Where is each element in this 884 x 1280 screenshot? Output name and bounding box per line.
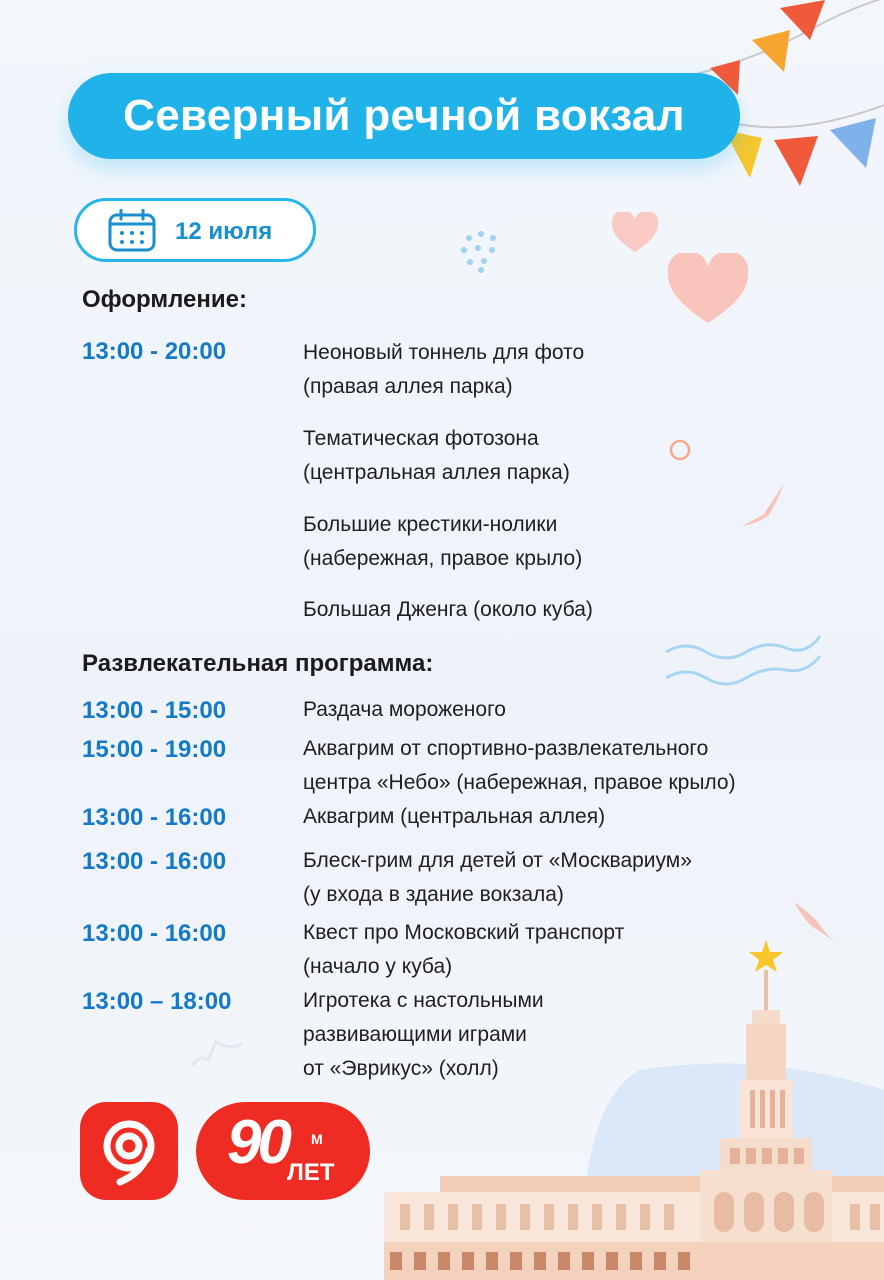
date-badge	[74, 198, 316, 262]
item-line: Игротека с настольными	[303, 989, 544, 1012]
list-item	[303, 336, 584, 404]
item-title: Тематическая фотозона	[303, 427, 539, 450]
program-time: 13:00 - 16:00	[82, 848, 227, 875]
item-line: (у входа в здание вокзала)	[303, 883, 564, 906]
date-label: 12 июля	[175, 218, 273, 245]
calendar-icon	[107, 209, 157, 253]
dots-pattern-decoration	[458, 228, 504, 274]
list-item	[303, 732, 736, 800]
list-item	[303, 593, 593, 627]
title-banner	[68, 73, 740, 159]
decoration-section-title: Оформление:	[82, 286, 247, 313]
decoration-time: 13:00 - 20:00	[82, 338, 227, 365]
list-item	[303, 916, 624, 984]
moscow-transport-logo	[80, 1102, 178, 1200]
page-title: Северный речной вокзал	[123, 91, 685, 140]
item-line: центра «Небо» (набережная, правое крыло)	[303, 771, 736, 794]
anniversary-mark	[213, 1108, 353, 1191]
list-item	[303, 693, 506, 727]
item-line: Квест про Московский транспорт	[303, 921, 625, 944]
item-title: Неоновый тоннель для фото	[303, 341, 585, 364]
item-line: развивающими играми	[303, 1023, 527, 1046]
item-line: от «Эврикус» (холл)	[303, 1057, 499, 1080]
list-item	[303, 984, 544, 1086]
item-line: Аквагрим (центральная аллея)	[303, 805, 606, 828]
item-line: Блеск-грим для детей от «Москвариум»	[303, 849, 692, 872]
program-time: 15:00 - 19:00	[82, 736, 227, 763]
metro-90-years-logo	[196, 1102, 370, 1200]
item-title: Большие крестики-нолики	[303, 513, 558, 536]
seagull-icon	[738, 480, 788, 530]
item-location: (центральная аллея парка)	[303, 461, 570, 484]
item-line: Аквагрим от спортивно-развлекательного	[303, 737, 709, 760]
heart-small-icon	[612, 212, 658, 254]
anniversary-number: 90	[227, 1108, 288, 1177]
item-location: (правая аллея парка)	[303, 375, 513, 398]
item-line: Раздача мороженого	[303, 698, 506, 721]
ring-decoration	[668, 438, 692, 462]
list-item	[303, 800, 605, 834]
program-time: 13:00 - 16:00	[82, 920, 227, 947]
list-item	[303, 844, 692, 912]
item-location: (набережная, правое крыло)	[303, 547, 583, 570]
item-title: Большая Дженга (около куба)	[303, 598, 593, 621]
program-time: 13:00 – 18:00	[82, 988, 232, 1015]
item-line: (начало у куба)	[303, 955, 453, 978]
heart-large-icon	[668, 253, 748, 327]
list-item	[303, 422, 570, 490]
program-section-title: Развлекательная программа:	[82, 650, 434, 677]
program-time: 13:00 - 16:00	[82, 804, 227, 831]
music-note-decoration	[186, 1036, 246, 1076]
transport-nine-icon	[94, 1116, 164, 1186]
metro-letter: М	[311, 1131, 323, 1147]
anniversary-word: ЛЕТ	[287, 1159, 335, 1186]
list-item	[303, 508, 582, 576]
wave-lines-decoration	[662, 630, 822, 690]
program-time: 13:00 - 15:00	[82, 697, 227, 724]
